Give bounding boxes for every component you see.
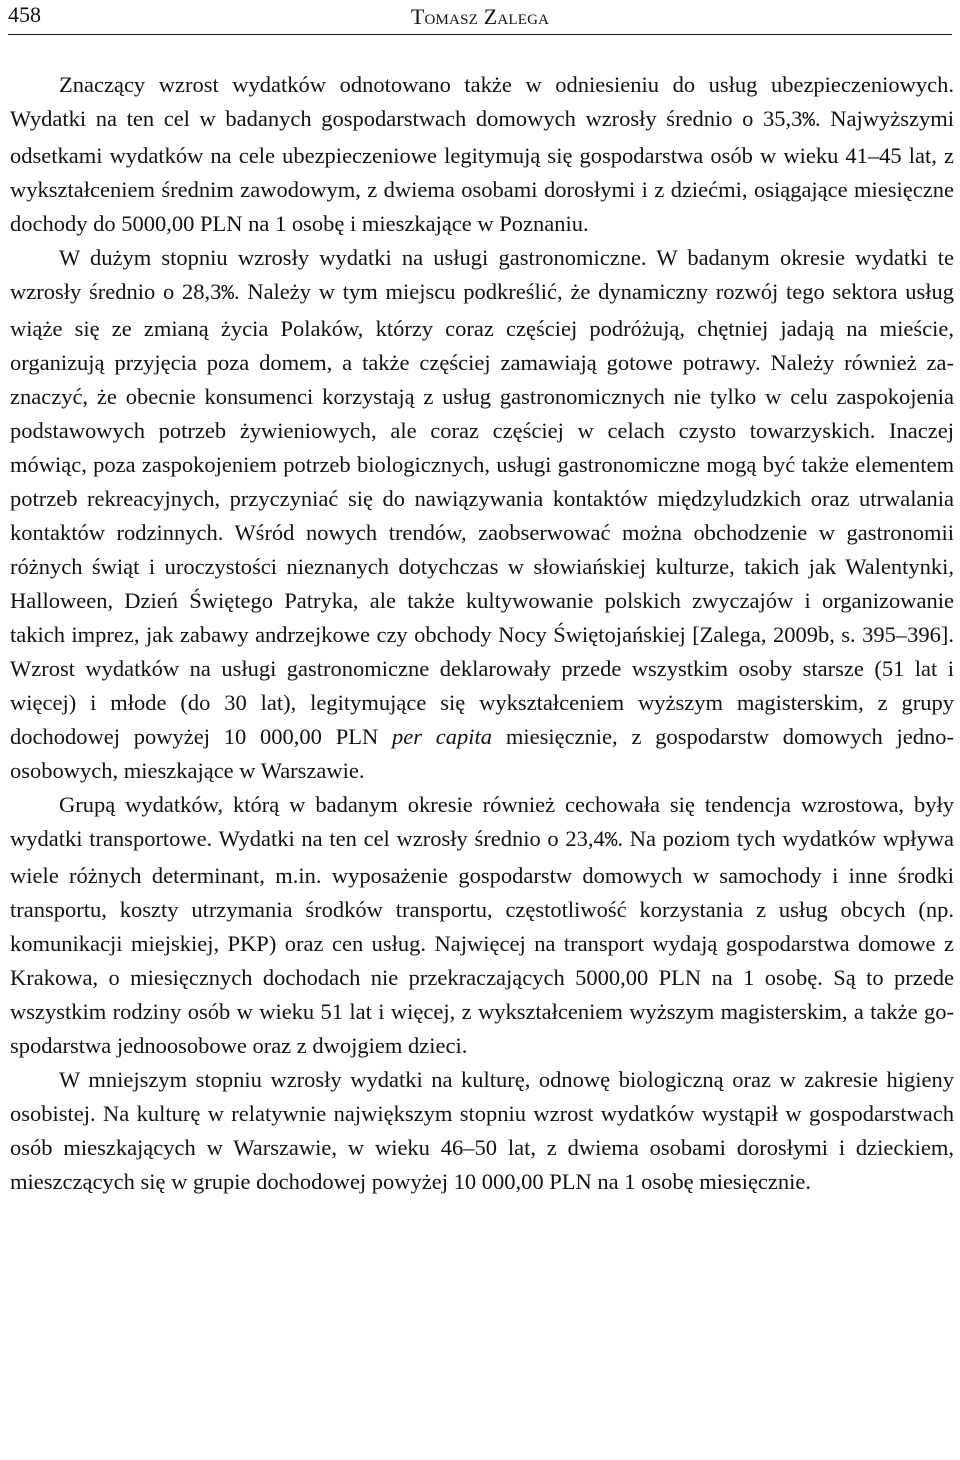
paragraph-transport: Grupą wydatków, którą w badanym okresie również cechowała się tendencja wzrostowa, były wydatki transportowe. Wydatki na ten cel wzrosły średnio o 23,4%. Na poziom tych wydatków wpływa wiele różnych determinant, m.in. wyposażenie gospodarstw domowych w samochody i inne środki transportu, koszty utrzymania środków transportu, częstotliwość korzystania z usług obcych (np. komunikacji miejskiej, PKP) oraz cen usług. Najwięcej na transport wydają gospodarstwa domowe z Krakowa, o miesięcznych dochodach nie przekraczających 5000,00 PLN na 1 osobę. Są to przede wszystkim rodziny osób w wieku 51 lat i więcej, z wykształceniem wyższym magisterskim, a także gospodarstwa jednoosobowe oraz z dwojgiem dzieci.: [10, 792, 954, 1058]
body-text: [10, 68, 954, 1199]
paragraph-gastronomy: W dużym stopniu wzrosły wydatki na usługi gastronomiczne. W badanym okresie wydatki te wzrosły średnio o 28,3%. Należy w tym miejscu podkreślić, że dynamiczny rozwój tego sektora usług wiąże się ze zmianą życia Polaków, którzy coraz częściej podróżują, chętniej jadają na mieście, organizują przyjęcia poza domem, a także częściej zamawiają gotowe potrawy. Należy również zaznaczyć, że obecnie konsumenci korzystają z usług gastronomicznych nie tylko w celu zaspokojenia podstawowych potrzeb żywieniowych, ale coraz częściej w celach czysto towarzyskich. Inaczej mówiąc, poza zaspokojeniem potrzeb biologicznych, usługi gastronomiczne mogą być także elementem potrzeb rekreacyjnych, przyczyniać się do nawiązywania kontaktów międzyludzkich oraz utrwalania kontaktów rodzinnych. Wśród nowych trendów, zaobserwować można obchodzenie w gastronomii różnych świąt i uroczystości nieznanych dotychczas w słowiańskiej kulturze, takich jak Walentynki, Halloween, Dzień Świętego Patryka, ale także kultywowanie polskich zwyczajów i organizowanie takich imprez, jak zabawy andrzejkowe czy obchody Nocy Świętojańskiej [Zalega, 2009b, s. 395–396]. Wzrost wydatków na usługi gastronomiczne deklarowały przede wszystkim osoby starsze (51 lat i więcej) i młode (do 30 lat), legitymujące się wykształceniem wyższym magisterskim, z grupy dochodowej powyżej 10 000,00 PLN per capita miesięcznie, z gospodarstw domowych jednoosobowych, mieszkające w Warszawie.: [10, 245, 955, 783]
page-header: [0, 0, 960, 34]
paragraph-insurance: Znaczący wzrost wydatków odnotowano także w odniesieniu do usług ubezpieczeniowych. Wydatki na ten cel w badanych gospodarstwach domowych wzrosły średnio o 35,3%. Najwyższymi odsetkami wydatków na cele ubezpieczeniowe legitymują się gospodarstwa osób w wieku 41–45 lat, z wykształceniem średnim zawodowym, z dwiema osobami dorosłymi i z dziećmi, osiągające miesięczne dochody do 5000,00 PLN na 1 osobę i mieszkające w Poznaniu.: [10, 72, 954, 236]
page-number: 458: [8, 2, 41, 27]
header-rule: [8, 34, 952, 35]
running-head-author: Tomasz Zalega: [410, 4, 550, 29]
paragraph-culture: W mniejszym stopniu wzrosły wydatki na kulturę, odnowę biologiczną oraz w zakresie higieny osobistej. Na kulturę w relatywnie największym stopniu wzrost wydatków wystąpił w gospodarstwach osób mieszkających w Warszawie, w wieku 46–50 lat, z dwiema osobami dorosłymi i dzieckiem, mieszczących się w grupie dochodowej powyżej 10 000,00 PLN na 1 osobę miesięcznie.: [10, 1067, 954, 1194]
